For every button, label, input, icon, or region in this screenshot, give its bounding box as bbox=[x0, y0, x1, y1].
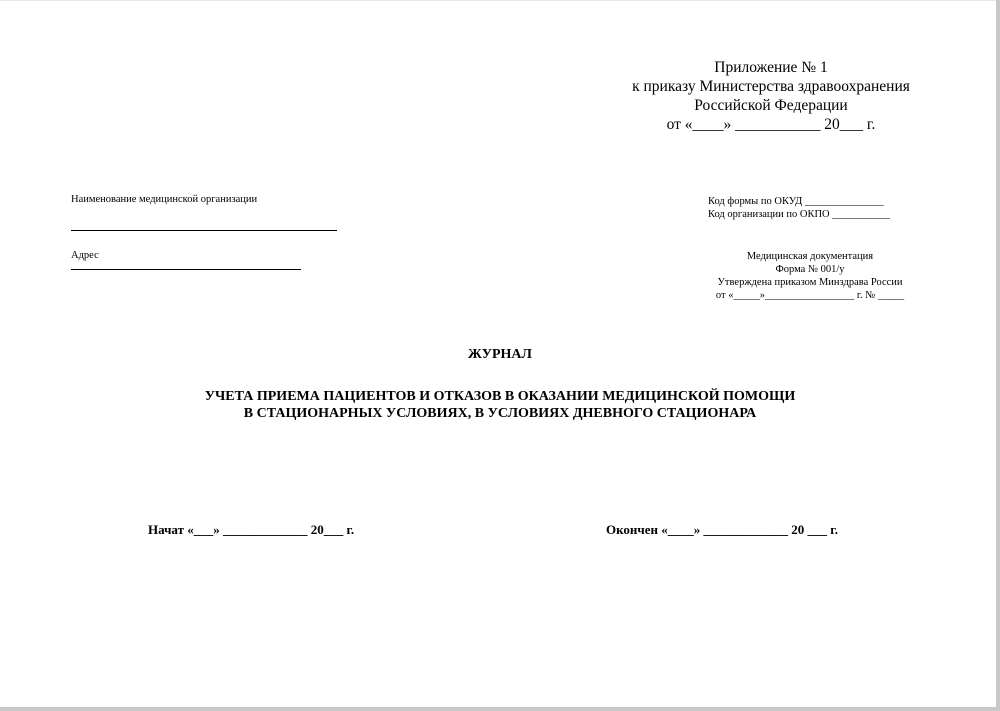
appendix-date: от «____» ___________ 20___ г. bbox=[666, 116, 876, 133]
medical-documentation-block bbox=[690, 250, 930, 302]
journal-subtitle-line1: УЧЕТА ПРИЕМА ПАЦИЕНТОВ И ОТКАЗОВ В ОКАЗАНИИ МЕДИЦИНСКОЙ ПОМОЩИ bbox=[204, 389, 796, 404]
appendix-order: к приказу Министерства здравоохранения bbox=[632, 78, 910, 95]
ended-date: Окончен «____» _____________ 20 ___ г. bbox=[606, 522, 838, 537]
appendix-country: Российской Федерации bbox=[694, 97, 848, 114]
address-field[interactable] bbox=[71, 269, 301, 270]
started-date: Начат «___» _____________ 20___ г. bbox=[148, 522, 355, 537]
journal-subtitle bbox=[0, 388, 1000, 422]
meddoc-approval: Утверждена приказом Минздрава России bbox=[717, 277, 903, 288]
okpo-code: Код организации по ОКПО ___________ bbox=[708, 209, 891, 220]
organization-block bbox=[71, 193, 371, 270]
page-top-edge bbox=[0, 0, 996, 1]
organization-name-label: Наименование медицинской организации bbox=[71, 194, 258, 205]
organization-name-field[interactable] bbox=[71, 230, 337, 231]
meddoc-date: от «_____»_________________ г. № _____ bbox=[715, 290, 905, 301]
meddoc-title: Медицинская документация bbox=[746, 251, 874, 262]
appendix-number: Приложение № 1 bbox=[714, 59, 828, 76]
journal-subtitle-line2: В СТАЦИОНАРНЫХ УСЛОВИЯХ, В УСЛОВИЯХ ДНЕВНОГО СТАЦИОНАРА bbox=[243, 406, 757, 421]
appendix-header bbox=[600, 58, 942, 134]
journal-title: ЖУРНАЛ bbox=[468, 347, 532, 362]
meddoc-form-number: Форма № 001/у bbox=[775, 264, 845, 275]
address-label: Адрес bbox=[71, 250, 99, 261]
okud-code: Код формы по ОКУД _______________ bbox=[708, 196, 884, 207]
codes-block bbox=[708, 195, 938, 221]
